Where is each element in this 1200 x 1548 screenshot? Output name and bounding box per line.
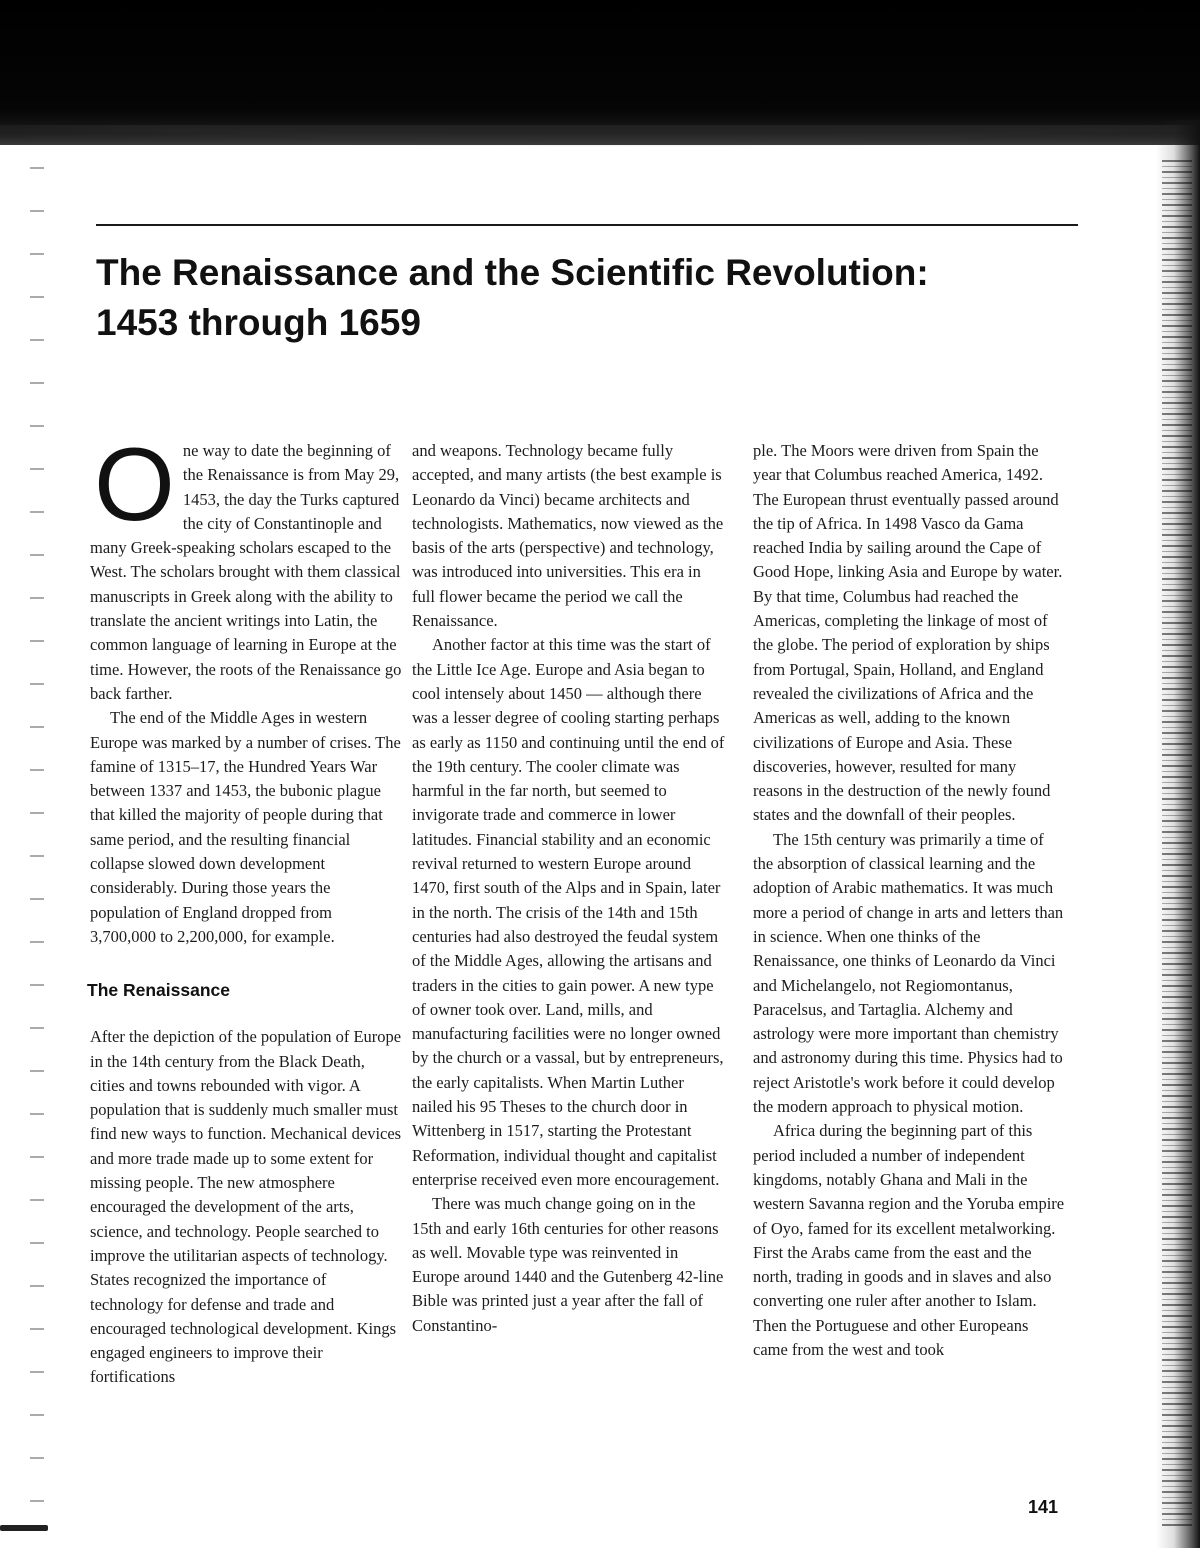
page-number: 141 <box>1028 1497 1059 1517</box>
chapter-title-line-1: The Renaissance and the Scientific Revolution: <box>96 252 929 293</box>
section-heading: The Renaissance <box>87 980 230 1001</box>
opening-paragraph-text: ne way to date the beginning of the Renaissance is from May 29, 1453, the day the Turks captured the city of Constantinople and many Greek-speaking scholars escaped to the West. The scholars brought with them classical manuscripts in Greek along with the ability to translate the ancient writings into Latin, the common language of learning in Europe at the time. However, the roots of the Renaissance go back farther. <box>90 441 402 703</box>
scan-page-curl <box>0 125 1200 155</box>
paragraph: After the depiction of the population of Europe in the 14th century from the Black Death, cities and towns rebounded with vigor. A population that is suddenly much smaller must find new ways to function. Mechanical devices and more trade made up to some extent for missing people. The new atmosphere encouraged the development of the arts, science, and technology. People searched to improve the utilitarian aspects of technology. States recognized the importance of technology for defense and trade and encouraged technological development. Kings engaged engineers to improve their fortifications <box>90 1027 402 1387</box>
opening-paragraph <box>90 427 402 706</box>
text-column-3 <box>753 439 1065 1362</box>
scan-left-margin-noise <box>30 150 44 1530</box>
paragraph: There was much change going on in the 15th and early 16th centuries for other reasons as well. Movable type was reinvented in Europe around 1440 and the Gutenberg 42-line Bible was printed just a year after the fall of Constantino- <box>412 1194 724 1335</box>
paragraph: The 15th century was primarily a time of the absorption of classical learning and the adoption of Arabic mathematics. It was much more a period of change in arts and letters than in science. When one thinks of the Renaissance, one thinks of Leonardo da Vinci and Michelangelo, not Regiomontanus, Paracelsus, and Tartaglia. Alchemy and astrology were more important than chemistry and astronomy during this time. Physics had to reject Aristotle's work before it could develop the modern approach to physical motion. <box>753 829 1064 1117</box>
paragraph: Another factor at this time was the start of the Little Ice Age. Europe and Asia began to cool intensely about 1450 — although there was a lesser degree of cooling starting perhaps as early as 1150 and continuing until the end of the 19th century. The cooler climate was harmful in the far north, but seemed to invigorate trade and commerce in lower latitudes. Financial stability and an economic revival returned to western Europe around 1470, first south of the Alps and in Spain, later in the north. The crisis of the 14th and 15th centuries had also destroyed the feudal system of the Middle Ages, allowing the artisans and traders in the cities to gain power. A new type of owner took over. Land, mills, and manufacturing facilities were no longer owned by the church or a vassal, but by entrepreneurs, the early capitalists. When Martin Luther nailed his 95 Theses to the church door in Wittenberg in 1517, starting the Protestant Reformation, individual thought and capitalist enterprise received even more encouragement. <box>412 635 725 1189</box>
text-column-2 <box>412 439 726 1338</box>
paragraph: and weapons. Technology became fully accepted, and many artists (the best example is Leonardo da Vinci) became architects and technologists. Mathematics, now viewed as the basis of the arts (perspective) and technology, was introduced into universities. This era in full flower became the period we call the Renaissance. <box>412 441 724 631</box>
paragraph: Africa during the beginning part of this period included a number of independent kingdoms, notably Ghana and Mali in the western Savanna region and the Yoruba empire of Oyo, famed for its excellent metalworking. First the Arabs came from the east and the north, trading in goods and in slaves and also converting one ruler after another to Islam. Then the Portuguese and other Europeans came from the west and took <box>753 1121 1065 1359</box>
paragraph: ple. The Moors were driven from Spain the year that Columbus reached America, 1492. The European thrust eventually passed around the tip of Africa. In 1498 Vasco da Gama reached India by sailing around the Cape of Good Hope, linking Asia and Europe by water. By that time, Columbus had reached the Americas, completing the linkage of most of the globe. The period of exploration by ships from Portugal, Spain, Holland, and England revealed the civilizations of Africa and the Americas as well, adding to the known civilizations of Europe and Asia. These discoveries, however, resulted for many reasons in the destruction of the newly found states and the downfall of their peoples. <box>753 441 1063 825</box>
header-rule <box>96 224 1078 226</box>
scan-right-edge-noise <box>1162 160 1192 1530</box>
chapter-title <box>96 248 996 348</box>
scan-top-shadow <box>0 0 1200 145</box>
scan-bottom-mark <box>0 1525 48 1531</box>
text-column-1 <box>87 427 402 1390</box>
chapter-title-line-2: 1453 through 1659 <box>96 302 421 343</box>
drop-cap: O <box>94 427 175 543</box>
paragraph: The end of the Middle Ages in western Europe was marked by a number of crises. The famine of 1315–17, the Hundred Years War between 1337 and 1453, the bubonic plague that killed the majority of people during that same period, and the resulting financial collapse slowed down development considerably. During those years the population of England dropped from 3,700,000 to 2,200,000, for example. <box>90 708 401 946</box>
